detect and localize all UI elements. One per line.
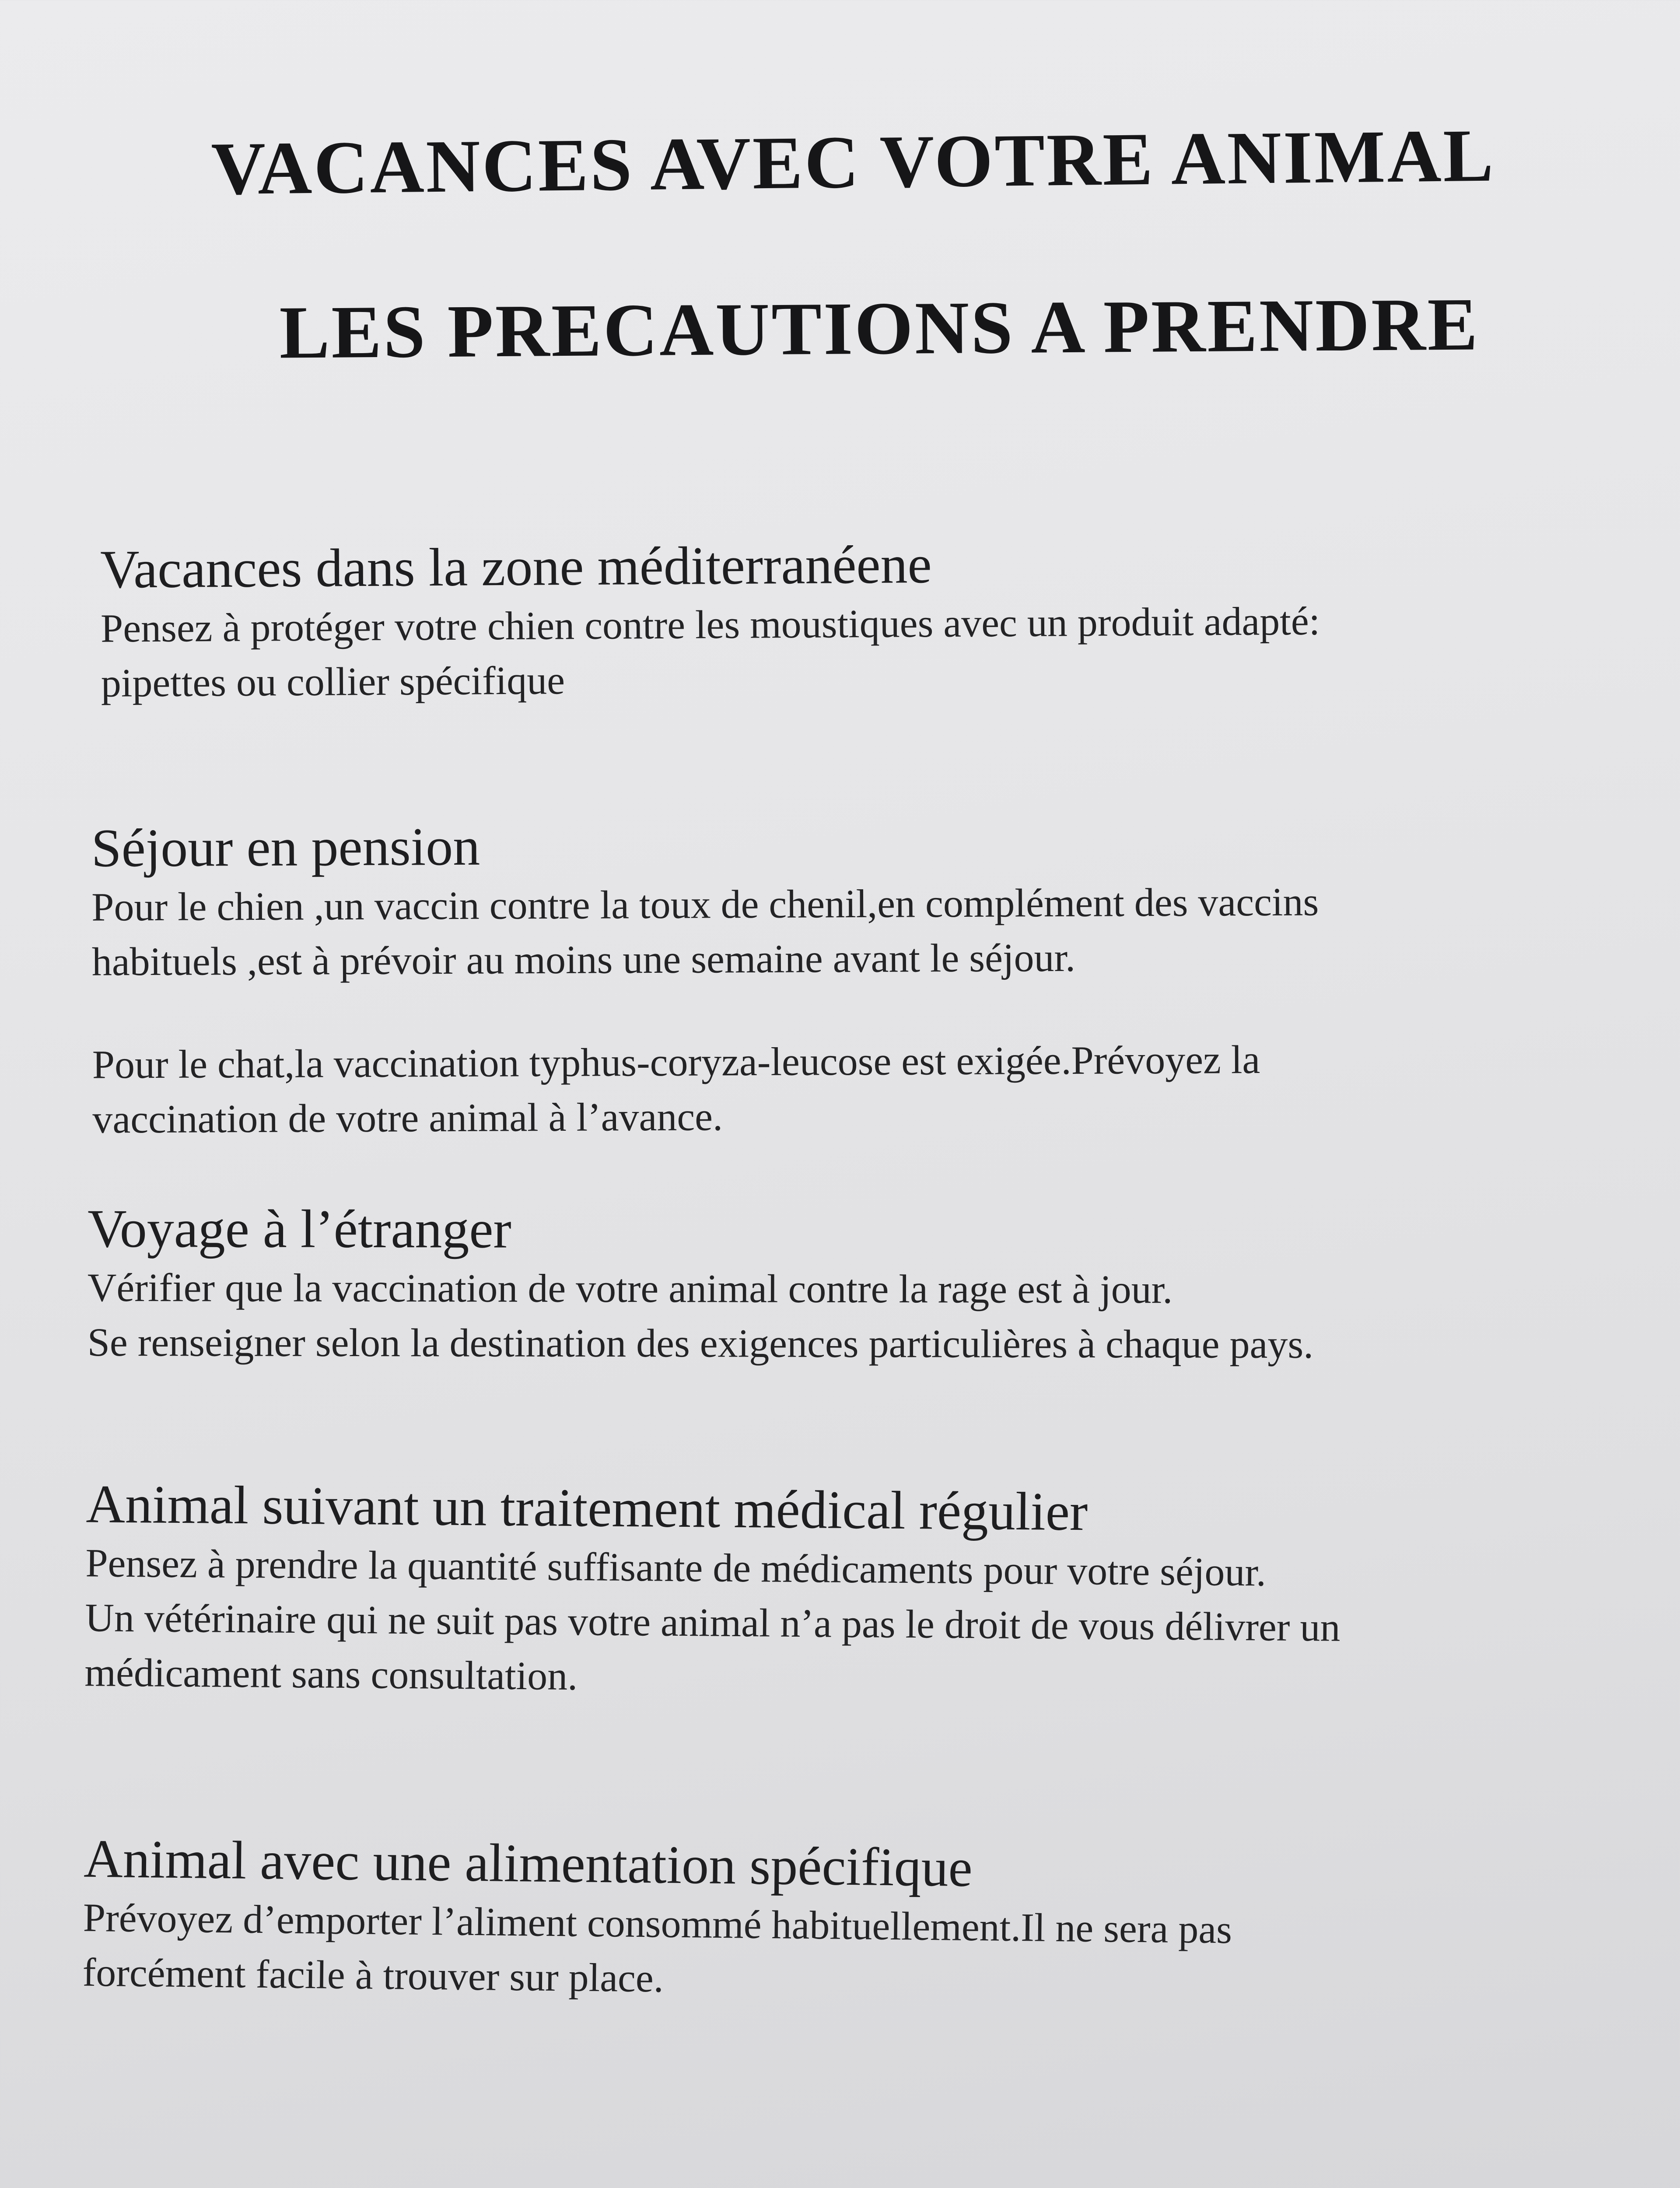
section-heading: Animal avec une alimentation spécifique <box>83 1828 973 1898</box>
section-text-line: vaccination de votre animal à l’avance. <box>92 1094 723 1142</box>
section-text-line: Prévoyez d’emporter l’aliment consommé habituellement.Il ne sera pas <box>83 1895 1232 1952</box>
section-text-line: médicament sans consultation. <box>84 1649 578 1698</box>
document-title-line-2: LES PRECAUTIONS A PRENDRE <box>279 283 1480 375</box>
section-text-line: Pour le chat,la vaccination typhus-coryza-leucose est exigée.Prévoyez la <box>92 1037 1260 1087</box>
section-text-line: pipettes ou collier spécifique <box>101 657 565 705</box>
section-heading: Animal suivant un traitement médical régulier <box>85 1474 1088 1542</box>
document-title-line-1: VACANCES AVEC VOTRE ANIMAL <box>210 114 1496 211</box>
section-heading: Séjour en pension <box>91 816 480 878</box>
section-specific-diet <box>82 1828 1615 2016</box>
section-text-line: forcément facile à trouver sur place. <box>82 1950 664 2001</box>
section-heading: Voyage à l’étranger <box>88 1198 511 1259</box>
section-text-line: Un vétérinaire qui ne suit pas votre animal n’a pas le droit de vous délivrer un <box>85 1595 1340 1650</box>
section-heading: Vacances dans la zone méditerranéene <box>100 534 932 600</box>
section-medical-treatment <box>84 1473 1617 1711</box>
section-text-line: Vérifier que la vaccination de votre animal contre la rage est à jour. <box>87 1265 1173 1311</box>
paragraph-gap <box>92 982 1623 1037</box>
section-text-line: habituels ,est à prévoir au moins une semaine avant le séjour. <box>91 935 1076 984</box>
section-text-line: Se renseigner selon la destination des exigences particulières à chaque pays. <box>87 1319 1314 1367</box>
section-travel-abroad <box>88 1198 1619 1372</box>
section-text-line: Pour le chien ,un vaccin contre la toux de chenil,en complément des vaccins <box>91 879 1319 929</box>
section-boarding <box>91 810 1624 1147</box>
section-text-line: Pensez à protéger votre chien contre les moustiques avec un produit adapté: <box>100 598 1320 651</box>
section-mediterranean <box>100 529 1632 710</box>
section-text-line: Pensez à prendre la quantité suffisante de médicaments pour votre séjour. <box>85 1540 1267 1595</box>
